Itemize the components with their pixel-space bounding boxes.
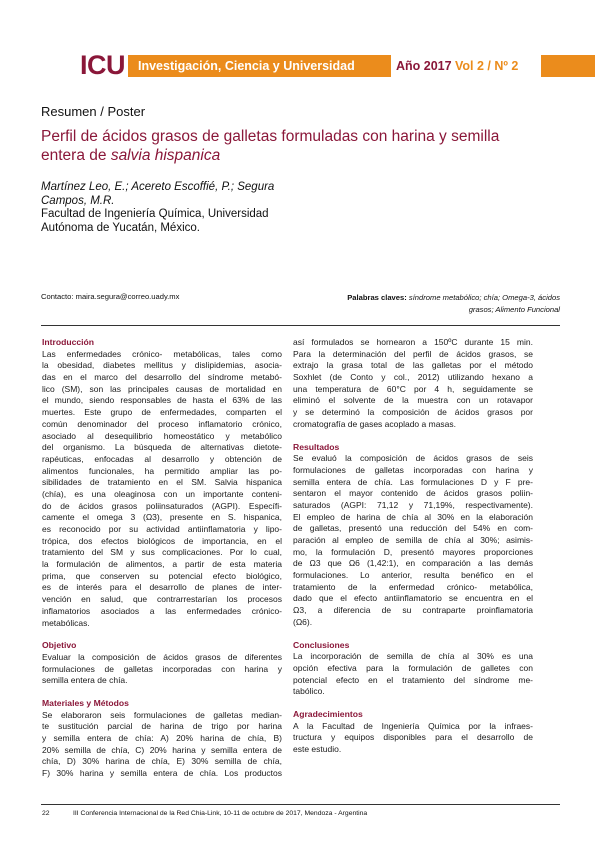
- keywords-value: grasos; Alimento Funcional: [468, 305, 560, 314]
- text-line: do de ácidos grasos poliinsaturados (AGPI). Específi-: [42, 500, 282, 511]
- page-number: 22: [42, 810, 50, 817]
- text-line: del organismo. La búsqueda de alternativas dietote-: [42, 442, 282, 453]
- text-line: asociado al desequilibrio homeostático y metabólico: [42, 430, 282, 441]
- text-line: 20% semilla de chía, C) 20% harina y semilla entera de: [42, 744, 282, 755]
- journal-name: Investigación, Ciencia y Universidad: [138, 59, 355, 73]
- text-line: extrajo la grasa total de las galletas por el método: [293, 360, 533, 371]
- issue-year: Año 2017: [396, 59, 452, 73]
- section-label: Resumen / Poster: [41, 104, 146, 119]
- title-line: Perfil de ácidos grasos de galletas formuladas con harina y semilla: [41, 128, 500, 145]
- text-line: lico (SM), son las principales causas de mortalidad en: [42, 383, 282, 394]
- text-line: mo, la formulación D, presentó mayores proporciones: [293, 546, 533, 557]
- text-line: es de interés para el desarrollo de planes de inter-: [42, 582, 282, 593]
- section-materiales: [42, 710, 282, 780]
- text-line: (Ω6).: [293, 616, 313, 627]
- text-line: cromatografía de gases acoplado a masas.: [293, 418, 457, 429]
- section-heading: Objetivo: [42, 640, 77, 651]
- section-heading: Introducción: [42, 337, 95, 347]
- text-line: inflamatorios asociados a las enfermedades crónico-: [42, 605, 282, 616]
- text-line: F) 30% harina y semilla entera de chía. Los productos: [42, 768, 282, 779]
- text-line: sentaron el mayor contenido de ácidos grasos poliin-: [293, 488, 533, 499]
- text-line: chía, D) 30% harina de chía, E) 30% semilla de chía,: [42, 756, 282, 767]
- section-conclusiones: [293, 651, 533, 698]
- title-species: salvia hispanica: [110, 147, 221, 164]
- section-resultados: [293, 453, 533, 628]
- text-line: y se determinó la composición de ácidos grasos por: [293, 407, 533, 418]
- body-column-left: [42, 337, 282, 780]
- journal-logo: ICU: [80, 50, 125, 80]
- text-line: formulaciones. Lo anterior, resulta benéfico en el: [293, 570, 533, 581]
- text-line: Soxhlet (de Conto y col., 2012) utilizando hexano a: [293, 372, 533, 383]
- text-line: tabólico.: [293, 686, 325, 697]
- section-heading: Conclusiones: [293, 639, 350, 650]
- text-line: formulaciones de galletas incorporadas con harina y: [42, 663, 282, 674]
- authors-line: Martínez Leo, E.; Acereto Escoffié, P.; Segura: [41, 181, 275, 193]
- affiliation-line: Autónoma de Yucatán, México.: [41, 222, 200, 234]
- text-line: das en el marco del desarrollo del síndrome metabó-: [42, 372, 282, 383]
- title-prefix: entera de: [41, 147, 111, 164]
- text-line: dado que el efecto antiinflamatorio se encuentra en el: [293, 593, 533, 604]
- keywords-label: Palabras claves:: [347, 293, 407, 302]
- text-line: tratamiento de la enfermedad crónico- metabólica,: [293, 581, 533, 592]
- section-introduccion: [42, 349, 282, 630]
- keywords-value: síndrome metabólico; chía; Omega-3, ácidos: [408, 293, 560, 302]
- text-line: El empleo de harina de chía al 30% en la elaboración: [293, 511, 533, 522]
- text-line: una temperatura de 60°C por 4 h, seguidamente se: [293, 383, 533, 394]
- text-line: Las enfermedades crónico- metabólicas, tales como: [42, 348, 282, 359]
- section-heading: Agradecimientos: [293, 708, 363, 719]
- contact-email: Contacto: maira.segura@correo.uady.mx: [41, 292, 180, 301]
- section-objetivo: [42, 652, 282, 687]
- text-line: saturados (AGPI: 71,12 y 71,19%, respectivamente).: [293, 499, 533, 510]
- text-line: el mundo, siendo responsables de hasta el 63% de las: [42, 395, 282, 406]
- text-line: este estudio.: [293, 744, 342, 754]
- keywords: [300, 292, 560, 316]
- footer-text: III Conferencia Internacional de la Red Chia-Link, 10-11 de octubre de 2017, Mendoza - Argentina: [73, 810, 368, 817]
- text-line: muertes. Este grupo de enfermedades, comparten el: [42, 407, 282, 418]
- text-line: alimentos funcionales, ha permitido ampliar las po-: [42, 465, 282, 476]
- text-line: común denominador del proceso inflamatorio crónico,: [42, 418, 282, 429]
- text-line: (chía), es una oleaginosa con un importante conteni-: [42, 488, 282, 499]
- body-column-right: [293, 337, 533, 756]
- text-line: Ω3, a diferencia de su contraparte proinflamatoria: [293, 605, 533, 616]
- text-line: Para la determinación del perfil de ácidos grasos, se: [293, 348, 533, 359]
- text-line: sibilidades de tratamiento en el SM. Salvia hispanica: [42, 477, 282, 488]
- text-line: Se evaluó la composición de ácidos grasos de seis: [293, 453, 533, 464]
- text-line: es reconocido por su actividad antiinflamatoria y lipo-: [42, 524, 282, 534]
- text-line: y semilla entera de chía: A) 20% harina de chía, B): [42, 733, 282, 743]
- text-line: metabólicas.: [42, 617, 90, 628]
- divider: [41, 325, 560, 326]
- text-line: La incorporación de semilla de chía al 30% es una: [293, 651, 533, 662]
- text-line: de Ω3 que Ω6 (1,42:1), en comparación a las demás: [293, 558, 533, 569]
- text-line: Evaluar la composición de ácidos grasos de diferentes: [42, 651, 282, 662]
- text-line: formulaciones de galletas incorporadas con harina y: [293, 464, 533, 475]
- text-line: opción efectiva para la formulación de galletes con: [293, 662, 533, 673]
- section-heading: Resultados: [293, 441, 340, 452]
- text-line: camente el omega 3 (Ω3), presente en S. hispanica,: [42, 512, 282, 523]
- text-line: la obesidad, diabetes mellitus y dislipidemias, asocia-: [42, 360, 282, 371]
- section-agradecimientos: [293, 721, 533, 756]
- affiliation: [41, 207, 311, 235]
- text-line: tructura y equipos disponibles para el desarrollo de: [293, 732, 533, 743]
- text-line: potencial efecto en el tratamiento del síndrome me-: [293, 674, 533, 685]
- title-line: [41, 146, 561, 165]
- text-line: así formulados se hornearon a 150ºC durante 15 min.: [293, 337, 533, 347]
- issue-volume: Vol 2 / Nº 2: [455, 59, 519, 73]
- text-line: de galletas, presentó una reducción del 54% en com-: [293, 523, 533, 534]
- article-title: [41, 127, 561, 165]
- text-line: semilla entera de chía. Las formulaciones D y F pre-: [293, 476, 533, 487]
- text-line: A la Facultad de Ingeniería Química por la infraes-: [293, 720, 533, 731]
- text-line: semilla entera de chía.: [42, 675, 128, 686]
- affiliation-line: Facultad de Ingeniería Química, Universidad: [41, 208, 269, 220]
- text-line: la formulación de alimentos, a partir de esta materia: [42, 559, 282, 570]
- text-line: prima, que conserven su potencial efecto biológico,: [42, 570, 282, 581]
- text-line: tratamiento del SM y sus complicaciones. Por lo cual,: [42, 547, 282, 558]
- section-materiales-cont: [293, 337, 533, 431]
- section-heading: Materiales y Métodos: [42, 697, 129, 708]
- text-line: vención en salud, que contrarrestarían los procesos: [42, 594, 282, 605]
- text-line: rapéuticas, enfocadas al desarrollo y obtención de: [42, 453, 282, 464]
- text-line: paración al empleo de semilla de chía al 30%; asimis-: [293, 535, 533, 545]
- text-line: trópica, dos efectos biológicos de importancia, en el: [42, 535, 282, 546]
- text-line: te sustitución parcial de harina de trigo por harina: [42, 721, 282, 732]
- text-line: eliminó el solvente de la muestra con un rotavapor: [293, 395, 533, 406]
- divider: [41, 804, 560, 805]
- authors-line: Campos, M.R.: [41, 195, 115, 207]
- authors: [41, 180, 311, 208]
- text-line: Se elaboraron seis formulaciones de galletas median-: [42, 709, 282, 720]
